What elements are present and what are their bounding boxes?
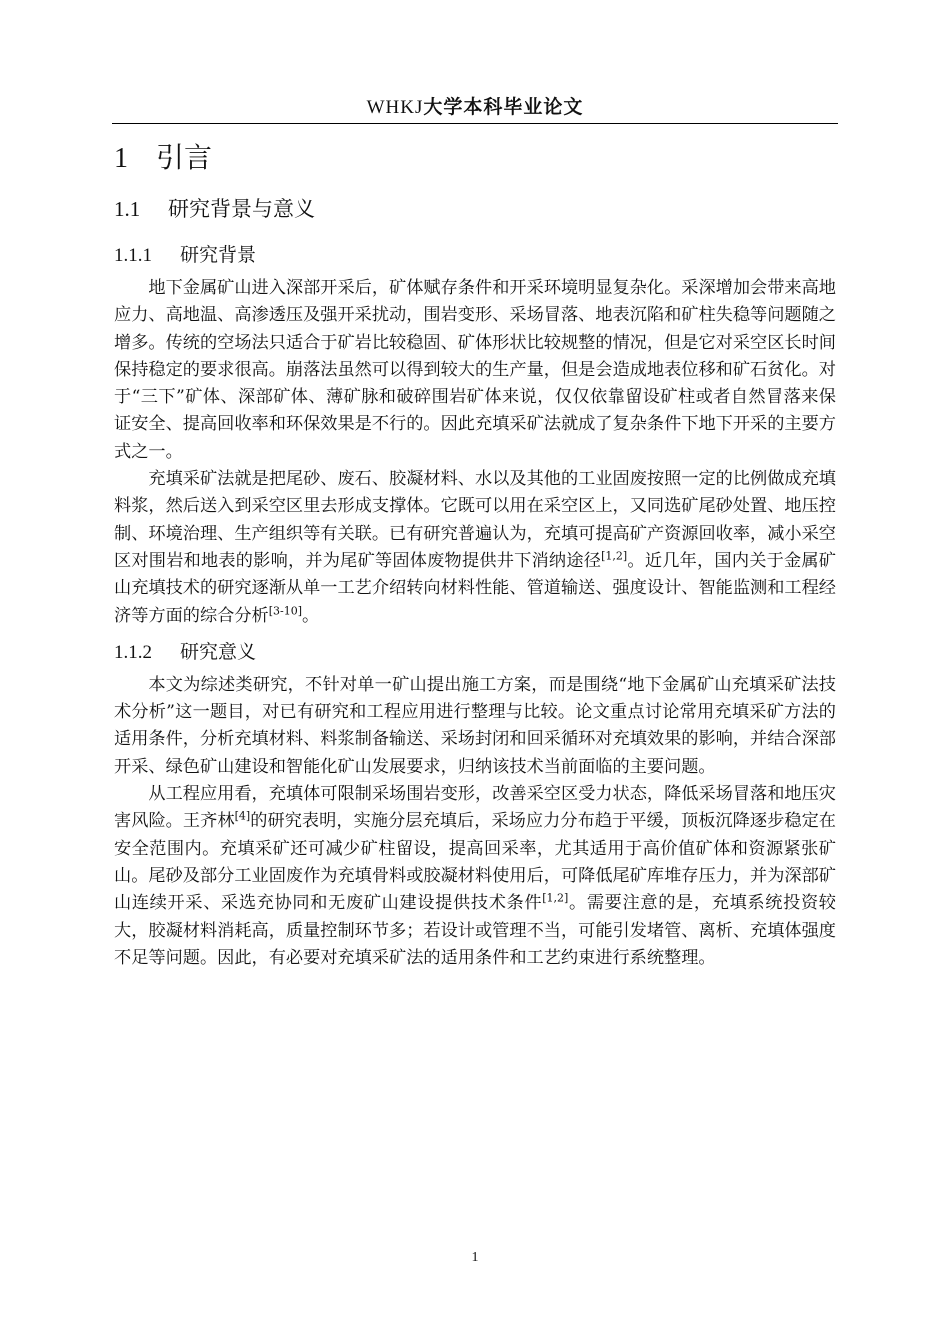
- paragraph-background-2: [114, 466, 836, 630]
- chapter-number: 1: [114, 143, 128, 174]
- paragraph-text: 。近几年，国内关于金属矿山充填技术的研究逐渐从单一工艺介绍转向材料性能、管道输送、强度设计、智能监测和工程经济等方面的综合分析: [114, 550, 836, 626]
- section-number: 1.1: [114, 197, 141, 221]
- citation: [1,2]: [542, 891, 569, 905]
- header-rule: [112, 123, 838, 124]
- paragraph-background-1: 地下金属矿山进入深部开采后，矿体赋存条件和开采环境明显复杂化。采深增加会带来高地应力、高地温、高渗透压及强开采扰动，围岩变形、采场冒落、地表沉陷和矿柱失稳等问题随之增多。传统的空场法只适合于矿岩比较稳固、矿体形状比较规整的情况，但是它对采空区长时间保持稳定的要求很高。崩落法虽然可以得到较大的生产量，但是会造成地表位移和矿石贫化。对于“三下”矿体、深部矿体、薄矿脉和破碎围岩矿体来说，仅仅依靠留设矿柱或者自然冒落来保证安全、提高回收率和环保效果是不行的。因此充填采矿法就成了复杂条件下地下开采的主要方式之一。: [114, 278, 836, 462]
- subsection-heading-significance: [114, 638, 836, 666]
- section-heading: [114, 193, 836, 225]
- paragraph-text: 的研究表明，实施分层充填后，采场应力分布趋于平缓，顶板沉降逐步稳定在安全范围内。充填采矿还可减少矿柱留设，提高回采率，尤其适用于高价值矿体和资源紧张矿山。尾砂及部分工业固废作为充填骨料或胶凝材料使用后，可降低尾矿库堆存压力，并为深部矿山连续开采、采选充协同和无废矿山建设提供技术条件: [114, 811, 836, 914]
- subsection-title: 研究意义: [180, 640, 257, 663]
- chapter-heading: [114, 137, 836, 179]
- paragraph-text: 从工程应用看，充填体可限制采场围岩变形，改善采空区受力状态，降低采场冒落和地压灾害风险。王齐林: [114, 784, 836, 832]
- citation: [3-10]: [268, 603, 302, 617]
- paragraph-text: 。: [302, 605, 320, 626]
- citation: [1,2]: [601, 549, 628, 563]
- paragraph-significance-1: 本文为综述类研究，不针对单一矿山提出施工方案，而是围绕“地下金属矿山充填采矿法技术分析”这一题目，对已有研究和工程应用进行整理与比较。论文重点讨论常用充填采矿方法的适用条件，分析充填材料、料浆制备输送、采场封闭和回采循环对充填效果的影响，并结合深部开采、绿色矿山建设和智能化矿山发展要求，归纳该技术当前面临的主要问题。: [114, 674, 836, 777]
- header-title-cn: 大学本科毕业论文: [423, 96, 584, 118]
- citation: [4]: [234, 809, 251, 823]
- subsection-number: 1.1.1: [114, 245, 152, 266]
- page-header: [112, 92, 838, 119]
- page-number: 1: [471, 1250, 479, 1265]
- subsection-number: 1.1.2: [114, 641, 152, 663]
- header-title-latin: WHKJ: [366, 97, 424, 118]
- paragraph-text: 。需要注意的是，充填系统投资较大，胶凝材料消耗高，质量控制环节多；若设计或管理不当，可能引发堵管、离析、充填体强度不足等问题。因此，有必要对充填采矿法的适用条件和工艺约束进行系统整理。: [114, 893, 836, 968]
- paragraph-text: 充填采矿法就是把尾砂、废石、胶凝材料、水以及其他的工业固废按照一定的比例做成充填料浆，然后送入到采空区里去形成支撑体。它既可以用在采空区上，又同选矿尾砂处置、地压控制、环境治理、生产组织等有关联。已有研究普遍认为，充填可提高矿产资源回收率，减小采空区对围岩和地表的影响，并为尾矿等固体废物提供井下消纳途径: [114, 469, 836, 571]
- section-title: 研究背景与意义: [168, 197, 315, 221]
- page-content: [114, 137, 836, 972]
- chapter-title: 引言: [156, 141, 213, 174]
- subsection-title: 研究背景: [180, 244, 257, 266]
- subsection-heading-background: [114, 241, 836, 269]
- paragraph-significance-2: [114, 781, 836, 972]
